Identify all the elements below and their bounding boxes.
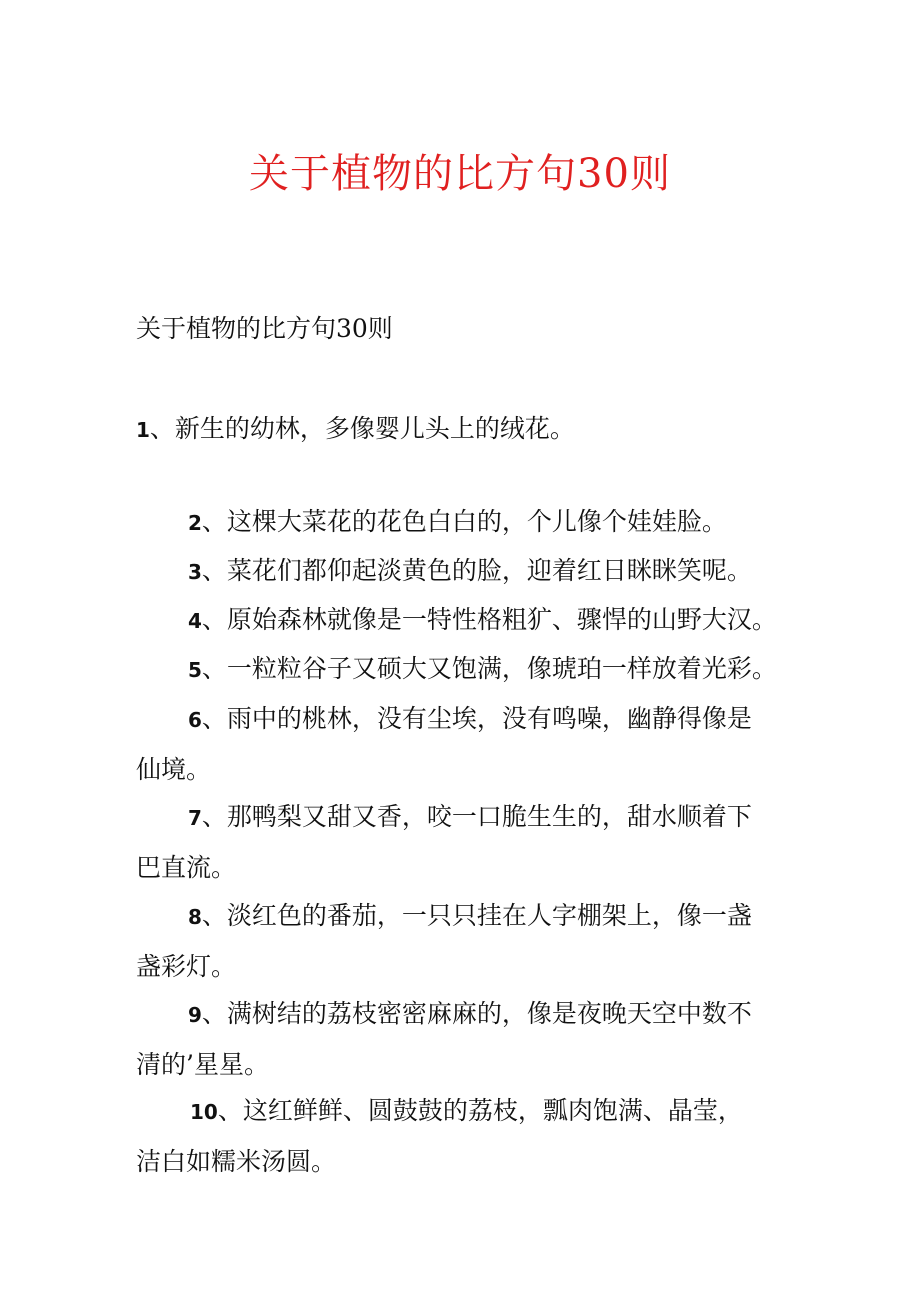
item-number: 5: [188, 658, 202, 682]
list-item: [188, 497, 727, 548]
item-text-continued: 清的’星星。: [136, 1050, 269, 1079]
item-text: 、新生的幼林，多像婴儿头上的绒花。: [149, 414, 575, 443]
list-item: [136, 404, 575, 455]
item-number: 1: [136, 418, 150, 442]
item-text: 、那鸭梨又甜又香，咬一口脆生生的，甜水顺着下: [201, 802, 752, 831]
list-item: [188, 644, 777, 695]
list-item: [188, 546, 752, 597]
list-item: [136, 694, 752, 794]
item-text: 、满树结的荔枝密密麻麻的，像是夜晚天空中数不: [201, 999, 752, 1028]
item-text: 、原始森林就像是一特性格粗犷、骤悍的山野大汉。: [201, 605, 777, 634]
item-number: 4: [188, 609, 202, 633]
list-item: [136, 1086, 743, 1186]
item-text-continued: 巴直流。: [136, 853, 237, 882]
list-item: [136, 891, 752, 991]
item-text: 、菜花们都仰起淡黄色的脸，迎着红日眯眯笑呢。: [201, 556, 752, 585]
item-text: 、淡红色的番茄，一只只挂在人字棚架上，像一盏: [201, 901, 752, 930]
item-number: 3: [188, 560, 202, 584]
item-text-continued: 盏彩灯。: [136, 952, 237, 981]
page-title: 关于植物的比方句30则: [249, 151, 671, 197]
item-text: 、雨中的桃林，没有尘埃，没有鸣噪，幽静得像是: [201, 704, 752, 733]
document-subtitle: 关于植物的比方句30则: [136, 314, 393, 343]
item-text: 、这棵大菜花的花色白白的，个儿像个娃娃脸。: [201, 507, 727, 536]
item-text-continued: 洁白如糯米汤圆。: [136, 1147, 337, 1176]
item-number: 8: [188, 905, 202, 929]
item-number: 7: [188, 806, 202, 830]
list-item: [136, 792, 752, 892]
item-text-continued: 仙境。: [136, 755, 212, 784]
item-text: 、这红鲜鲜、圆鼓鼓的荔枝，瓢肉饱满、晶莹，: [217, 1096, 743, 1125]
item-number: 10: [190, 1100, 218, 1124]
item-number: 2: [188, 511, 202, 535]
item-number: 9: [188, 1003, 202, 1027]
list-item: [136, 989, 752, 1089]
item-number: 6: [188, 708, 202, 732]
list-item: [188, 595, 777, 646]
item-text: 、一粒粒谷子又硕大又饱满，像琥珀一样放着光彩。: [201, 654, 777, 683]
